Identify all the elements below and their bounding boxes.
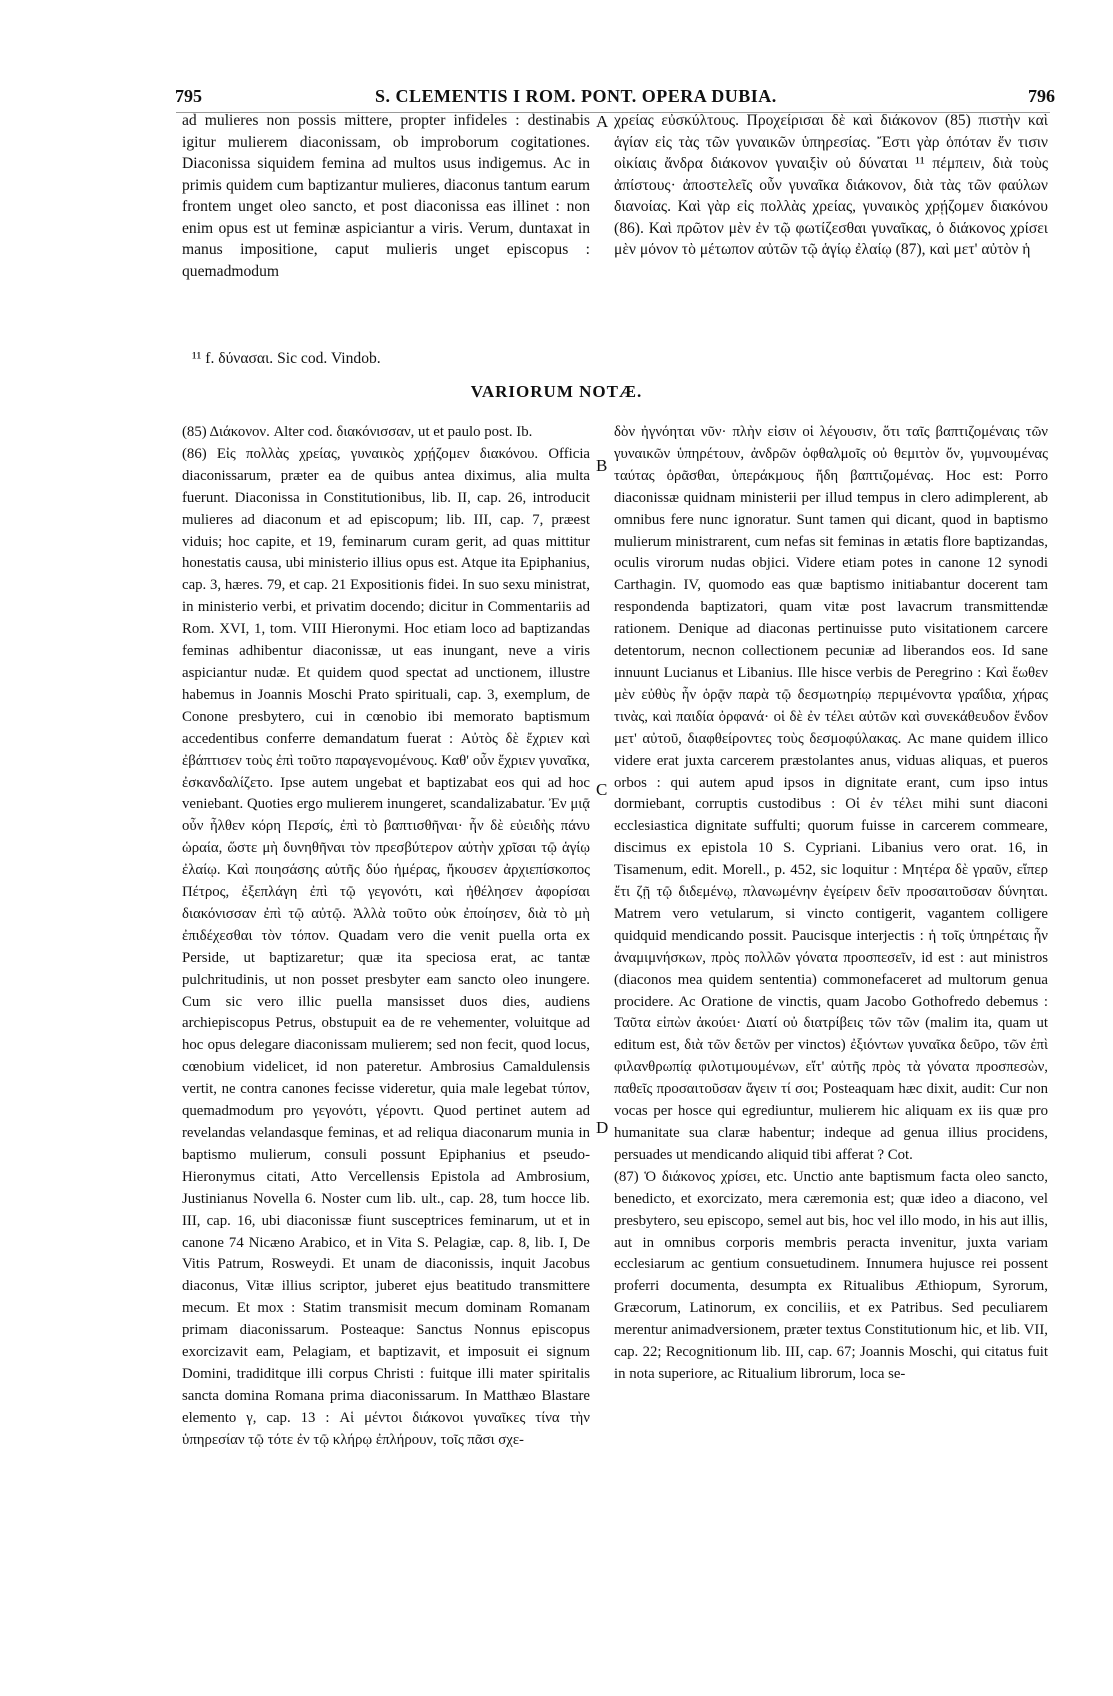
notes-left-column (182, 422, 590, 1452)
margin-letter-c: C (596, 780, 608, 799)
note-85: (85) Διάκονον. Alter cod. διακόνισσαν, ut et paulo post. Ib. (182, 424, 533, 440)
greek-text-column (614, 110, 1048, 261)
latin-text-column (182, 110, 590, 282)
running-header (175, 86, 1055, 110)
note-87: (87) Ὁ διάκονος χρίσει, etc. Unctio ante baptismum facta oleo sancto, benedicto, et exorcizato, mera cæremonia est; quæ ideo a diacono, vel presbytero, seu episcopo, semel aut bis, hoc vel illo modo, in his aut illis, aut in omnibus corporis membris peracta invenitur, juxta variam ecclesiarum ac gentium consuetudinem. Innumera hujusce rei possent proferri documenta, desumpta ex Ritualibus Æthiopum, Syrorum, Græcorum, Latinorum, ex conciliis, et ex Patribus. Sed peculiarem merentur animadversionem, præter textus Constitutionum hic, et lib. VII, cap. 22; Recognitionum lib. III, cap. 67; Joannis Moschi, qui citatus fuit in nota superiore, ac Ritualium librorum, loca se- (614, 1168, 1048, 1382)
margin-letter-a: A (596, 112, 609, 131)
notes-right-column (614, 422, 1048, 1386)
latin-text: ad mulieres non possis mittere, propter infideles : destinabis igitur mulierem diaconissam, ob improborum cogitationes. Diaconissa siquidem femina ad multos usus indigemus. Ac in primis quidem cum baptizantur mulieres, diaconus tantum earum frontem unget oleo sancto, et post diaconissa eas illinet : non enim opus est ut feminæ aspiciantur a viris. Verum, duntaxat in manus impositione, caput mulieris unget episcopus : quemadmodum (182, 112, 590, 280)
margin-letter-d: D (596, 1118, 609, 1137)
greek-text: χρείας εὐσκύλτους. Προχείρισαι δὲ καὶ διάκονον (85) πιστὴν καὶ ἁγίαν εἰς τὰς τῶν γυναικῶν ὑπηρεσίας. Ἔστι γὰρ ὁπόταν ἔν τισιν οἰκίαις ἄνδρα διάκονον γυναιξὶν οὐ δύναται ¹¹ πέμπειν, διὰ τοὺς ἀπίστους· ἀποστελεῖς οὖν γυναῖκα διάκονον, διὰ τὰς τῶν φαύλων διανοίας. Καὶ γὰρ εἰς πολλὰς χρείας, γυναικὸς χρῄζομεν διακόνου (86). Καὶ πρῶτον μὲν ἐν τῷ φωτίζεσθαι γυναῖκας, ὁ διάκονος χρίσει μὲν μόνον τὸ μέτωπον αὐτῶν τῷ ἁγίῳ ἐλαίῳ (87), καὶ μετ' αὐτὸν ἡ (614, 112, 1048, 258)
notes-section-title: VARIORUM NOTÆ. (470, 382, 643, 401)
note-86-continued: δὸν ἠγνόηται νῦν· πλὴν εἰσιν οἱ λέγουσιν, ὅτι ταῖς βαπτιζομέναις τῶν γυναικῶν ὑπηρέτουν, ἀνδρῶν ὀφθαλμοῖς οὐ θεμιτὸν ὄν, γυμνουμένας ταύτας ὁρᾶσθαι, ὑπεράκμους ἤδη βαπτιζομένας. Hoc est: Porro diaconissæ quidnam ministerii per illud tempus in clero adimplerent, ab omnibus fere nunc ignoratur. Sunt tamen qui dicant, quod in baptismo mulierum ministrarent, cum nefas sit feminas in ætatis flore baptizandas, oculis virorum nudas objici. Videre etiam potes in canone 12 synodi Carthagin. IV, quomodo eas quæ baptismo initiabantur docerent tam respondenda baptizatori, quam vitæ post lavacrum transmittendæ rationem. Denique ad diaconas pertinuisse puto visitationem carcere detentorum, necnon collectionem pecuniæ ad liberandos eos. Id sane innuunt Lucianus et Libanius. Ille hisce verbis de Peregrino : Καὶ ἕωθεν μὲν εὐθὺς ἦν ὁρᾷν παρὰ τῷ δεσμωτηρίῳ περιμένοντα γραΐδια, χήρας τινὰς, καὶ παιδία ὀρφανά· οἱ δὲ ἐν τέλει αὐτῶν καὶ συνεκάθευδον ἔνδον μετ' αὐτοῦ, διαφθείροντες τοὺς δεσμοφύλακας. Ac mane quidem illico videre erat juxta carcerem præstolantes anus, viduas aliquas, et pueros orbos : qui autem apud ipsos in dignitate erant, cum ipso intus dormiebant, corruptis custodibus : Οἱ ἐν τέλει mihi sunt diaconi ecclesiastica dignitate suffulti; quorum fuisse in carcerem commeare, discimus ex epistola 10 S. Cypriani. Libanius vero orat. 16, in Tisamenum, edit. Morell., p. 452, sic loquitur : Μητέρα δὲ γραῦν, εἴπερ ἔτι ζῇ τῷ διδεμένῳ, πλανωμένην ἐγείρειν δεῖν προσαιτοῦσαν δύνηται. Matrem vero vetularum, si vincto contigerit, vagantem colligere quidquid mendicando possit. Paucisque interjectis : ἡ τοῖς ὑπηρέταις ἦν ἀναμιμνήσκων, πρὸς πολλῶν γόνατα προσπεσεῖν, id est : aut ministros (diaconos mea quidem sententia) commonefaceret ad multorum genua procidere. Ac Oratione de vinctis, quam Jacobo Gothofredo debemus : Ταῦτα εἰπὼν ἀκούει· Διατί οὐ διατρίβεις τῶν τῶν (malim ita, quam ut editum est, διὰ τῶν δετῶν per vinctos) ἐξιόντων γυναῖκα δεῦρο, τῶν ἐπὶ φιλανθρωπίᾳ φιλοτιμουμένων, εἴτ' αὐτῆς πρὸς τὰ γόνατα προσπεσὼν, παθεῖς προσαιτοῦσαν ἄγειν τί σοι; Posteaquam hæc dixit, audit: Cur non vocas per hosce qui egrediuntur, mulierem hic aliquam ex iis quæ pro humanitate sua claræ habentur; indeque ad genua illius procidens, persuades ut mendicando aliquid tibi afferat ? Cot. (614, 424, 1048, 1163)
margin-letter-b: B (596, 456, 608, 475)
running-title: S. CLEMENTIS I ROM. PONT. OPERA DUBIA. (375, 86, 777, 106)
page-number-left: 795 (175, 86, 202, 106)
critical-apparatus-note: ¹¹ f. δύνασαι. Sic cod. Vindob. (192, 350, 381, 367)
page-number-right: 796 (1028, 86, 1055, 106)
note-86: (86) Εἰς πολλὰς χρείας, γυναικὸς χρῄζομεν διακόνου. Officia diaconissarum, præter ea de quibus antea diximus, alia multa fuerunt. Diaconissa in Constitutionibus, lib. II, cap. 26, introducit mulieres ad diaconum et ad episcopum; lib. III, cap. 7, præest viduis; hoc capite, et 19, feminarum curam gerit, ad quas mittitur honestatis causa, ubi ministerio illius opus est. Atque ita Epiphanius, cap. 3, hæres. 79, et cap. 21 Expositionis fidei. In suo sexu ministrat, in ministerio verbi, et privatim docendo; dicitur in Commentariis ad Rom. XVI, 1, tom. VIII Hieronymi. Hoc etiam loco ad baptizandas feminas adhibentur diaconissæ, ut eas inungant, neve a viris aspiciantur nudæ. Et quidem quod spectat ad unctionem, illustre habemus in Joannis Moschi Prato spirituali, cap. 3, exemplum, de Conone presbytero, cui in cœnobio ibi memorato baptismum accedentibus conferre demandatum fuerat : Αὐτὸς δὲ ἔχριεν καὶ ἐβάπτισεν τοὺς ἐπὶ τοῦτο παραγενομένους. Καθ' οὖν ἔχριεν γυναῖκα, ἐσκανδαλίζετο. Ipse autem ungebat et baptizabat eos qui ad hoc veniebant. Quoties ergo mulierem inungeret, scandalizabatur. Ἐν μιᾷ οὖν ἦλθεν κόρη Περσίς, ἐπὶ τὸ βαπτισθῆναι· ἦν δὲ εὐειδὴς πάνυ ὡραία, ὥστε μὴ δυνηθῆναι τὸν πρεσβύτερον αὐτὴν χρῖσαι τῷ ἁγίῳ ἐλαίῳ. Καὶ ποιησάσης αὐτῆς δύο ἡμέρας, ἤκουσεν ἀρχιεπίσκοπος Πέτρος, ἐξεπλάγη ἐπὶ τῷ γεγονότι, καὶ ἠθέλησεν ἀφορίσαι διακόνισσαν ἐπὶ τῷ αὐτῷ. Ἀλλὰ τοῦτο οὐκ ἐποίησεν, διὰ τὸ μὴ ἐπιδέχεσθαι τὸν τόπον. Quadam vero die venit puella orta ex Perside, ut baptizaretur; quæ ita speciosa erat, ac tantæ pulchritudinis, ut non posset presbyter eam sancto oleo inungere. Cum sic vero illic puella mansisset duos dies, audiens archiepiscopus Petrus, obstupuit ea de re vehementer, voluitque ad hoc opus delegare diaconissam mulierem; sed non fecit, quod locus, cœnobium videlicet, id non pateretur. Ambrosius Camaldulensis vertit, ne contra canones fecisse videretur, quia male legebat τύπον, quemadmodum pro γεγονότι, γέροντι. Quod pertinet autem ad revelandas velandasque feminas, et ad reliqua diaconarum munia in baptismo mulierum, consuli possunt Epiphanius et pseudo-Hieronymus citati, Atto Vercellensis Epistola ad Ambrosium, Justinianus Novella 6. Noster cum lib. ult., cap. 28, tum hocce lib. III, cap. 16, ubi diaconissæ fiunt susceptrices feminarum, ut et in canone 74 Nicæno Arabico, et in Vita S. Pelagiæ, cap. 8, lib. I, De Vitis Patrum, Rosweydi. Et unam de diaconissis, inquit Jacobus diaconus, Vitæ illius scriptor, juberet ejus beatitudo transmittere mecum. Et mox : Statim transmisit mecum dominam Romanam primam diaconissarum. Posteaque: Sanctus Nonnus episcopus exorcizavit eam, Pelagiam, et baptizavit, et imposuit ei signum Domini, tradiditque illi corpus Christi : fuitque illi mater spiritalis sancta domina Romana prima diaconissarum. In Matthæo Blastare elemento γ, cap. 13 : Αἱ μέντοι διάκονοι γυναῖκες τίνα τὴν ὑπηρεσίαν τῷ τότε ἐν τῷ κλήρῳ ἐπλήρουν, τοῖς πᾶσι σχε- (182, 445, 590, 1448)
